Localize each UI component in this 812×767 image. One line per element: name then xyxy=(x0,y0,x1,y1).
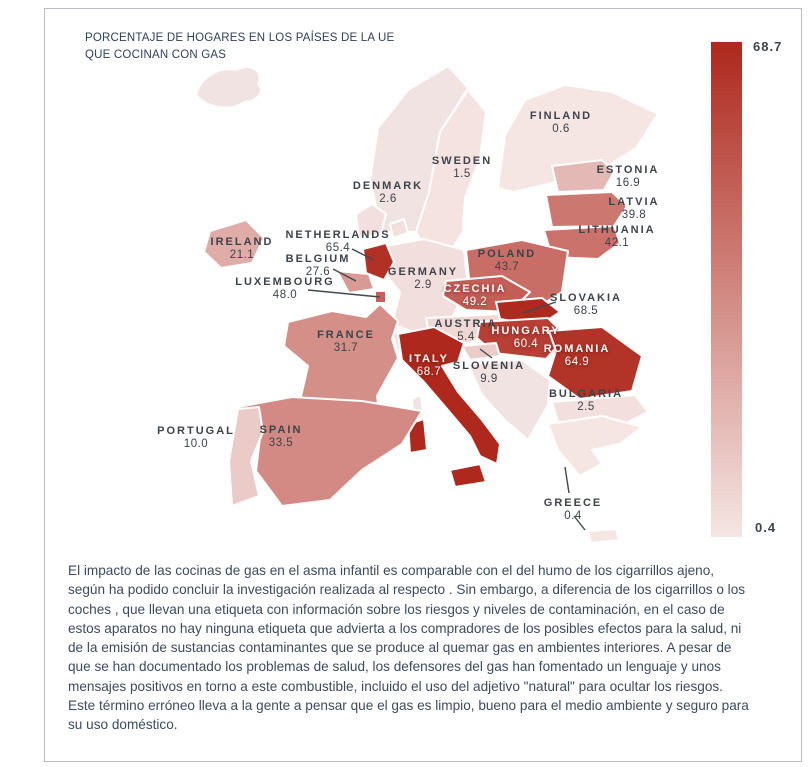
country-name: BELGIUM xyxy=(285,253,351,265)
country-name: DENMARK xyxy=(352,180,424,192)
country-value: 65.4 xyxy=(325,242,351,254)
country-name: HUNGARY xyxy=(491,325,561,337)
country-name: NETHERLANDS xyxy=(285,229,391,241)
country-value: 33.5 xyxy=(268,437,294,449)
country-name: ESTONIA xyxy=(596,164,660,176)
country-name: FRANCE xyxy=(317,329,375,341)
country-name: ROMANIA xyxy=(543,343,611,355)
country-shape-slovenia xyxy=(462,343,500,360)
country-value: 2.5 xyxy=(577,401,595,413)
body-paragraph: El impacto de las cocinas de gas en el asma infantil es comparable con el del humo de los cigarrillos ajeno, según ha podido concluir la investigación realizada al respecto . Sin embargo, a diferencia de los cigarrillos o los coches , que llevan una etiqueta con información sobre los riesgos y niveles de contaminación, en el caso de estos aparatos no hay ninguna etiqueta que advierta a los compradores de los posibles efectos para la salud, ni de la emisión de sustancias contaminantes que se produce al quemar gas en ambientes interiores. A pesar de que se han documentado los problemas de salud, los defensores del gas han fomentado un lenguaje y unos mensajes positivos en torno a este combustible, incluido el uso del adjetivo "natural" para ocultar los riesgos. Este término erróneo lleva a la gente a pensar que el gas es limpio, bueno para el medio ambiente y seguro para su uso doméstico. xyxy=(68,563,749,733)
country-shape-sicily xyxy=(450,464,486,487)
chart-title-line-1: PORCENTAJE DE HOGARES EN LOS PAÍSES DE LA UE xyxy=(85,32,395,44)
country-value: 43.7 xyxy=(494,261,520,273)
country-name: LITHUANIA xyxy=(578,224,656,236)
country-value: 68.5 xyxy=(573,305,599,317)
country-name: BULGARIA xyxy=(548,388,624,400)
country-shape-romania xyxy=(548,327,642,399)
country-shape-latvia xyxy=(546,192,627,227)
country-name: AUSTRIA xyxy=(434,318,498,330)
country-value: 9.9 xyxy=(480,373,498,385)
callout-line-greece xyxy=(574,516,585,530)
legend-min-label: 0.4 xyxy=(755,520,777,535)
chart-title-line-2: QUE COCINAN CON GAS xyxy=(85,49,227,61)
country-value: 10.0 xyxy=(183,438,209,450)
country-value: 16.9 xyxy=(615,177,641,189)
country-name: GERMANY xyxy=(387,266,459,278)
country-value: 2.9 xyxy=(414,279,432,291)
country-value: 27.6 xyxy=(305,266,331,278)
country-name: PORTUGAL xyxy=(157,425,235,437)
landmass-iceland xyxy=(196,67,261,107)
country-value: 0.6 xyxy=(552,123,570,135)
country-shape-greece xyxy=(548,416,642,476)
callout-line-luxembourg xyxy=(308,290,380,297)
country-name: SLOVENIA xyxy=(452,360,526,372)
country-value: 68.7 xyxy=(416,366,442,378)
country-value: 60.4 xyxy=(513,338,539,350)
country-name: FINLAND xyxy=(529,110,593,122)
country-value: 5.4 xyxy=(457,331,475,343)
country-shape-crete xyxy=(588,529,619,543)
country-name: LUXEMBOURG xyxy=(235,276,335,288)
country-name: ITALY xyxy=(409,353,449,365)
country-value: 42.1 xyxy=(604,237,630,249)
country-name: GREECE xyxy=(543,497,603,509)
country-value: 31.7 xyxy=(333,342,359,354)
country-name: IRELAND xyxy=(210,236,274,248)
country-name: LATVIA xyxy=(608,196,660,208)
country-shape-estonia xyxy=(552,160,614,192)
country-value: 48.0 xyxy=(272,289,298,301)
country-value: 64.9 xyxy=(564,356,590,368)
country-name: CZECHIA xyxy=(443,283,507,295)
country-shape-ireland xyxy=(204,220,264,268)
country-value: 49.2 xyxy=(462,296,488,308)
country-value: 21.1 xyxy=(229,249,255,261)
country-value: 2.6 xyxy=(379,193,397,205)
country-name: SWEDEN xyxy=(431,155,493,167)
country-name: SPAIN xyxy=(259,424,303,436)
country-name: SLOVAKIA xyxy=(549,292,623,304)
country-value: 1.5 xyxy=(453,168,471,180)
country-value: 0.4 xyxy=(564,510,582,522)
country-name: POLAND xyxy=(477,248,537,260)
callout-line-greece xyxy=(565,467,569,493)
country-shape-spain xyxy=(238,397,422,506)
legend-gradient-bar xyxy=(711,42,742,537)
chart-title xyxy=(85,30,394,64)
legend-max-label: 68.7 xyxy=(753,39,783,54)
country-value: 39.8 xyxy=(621,209,647,221)
